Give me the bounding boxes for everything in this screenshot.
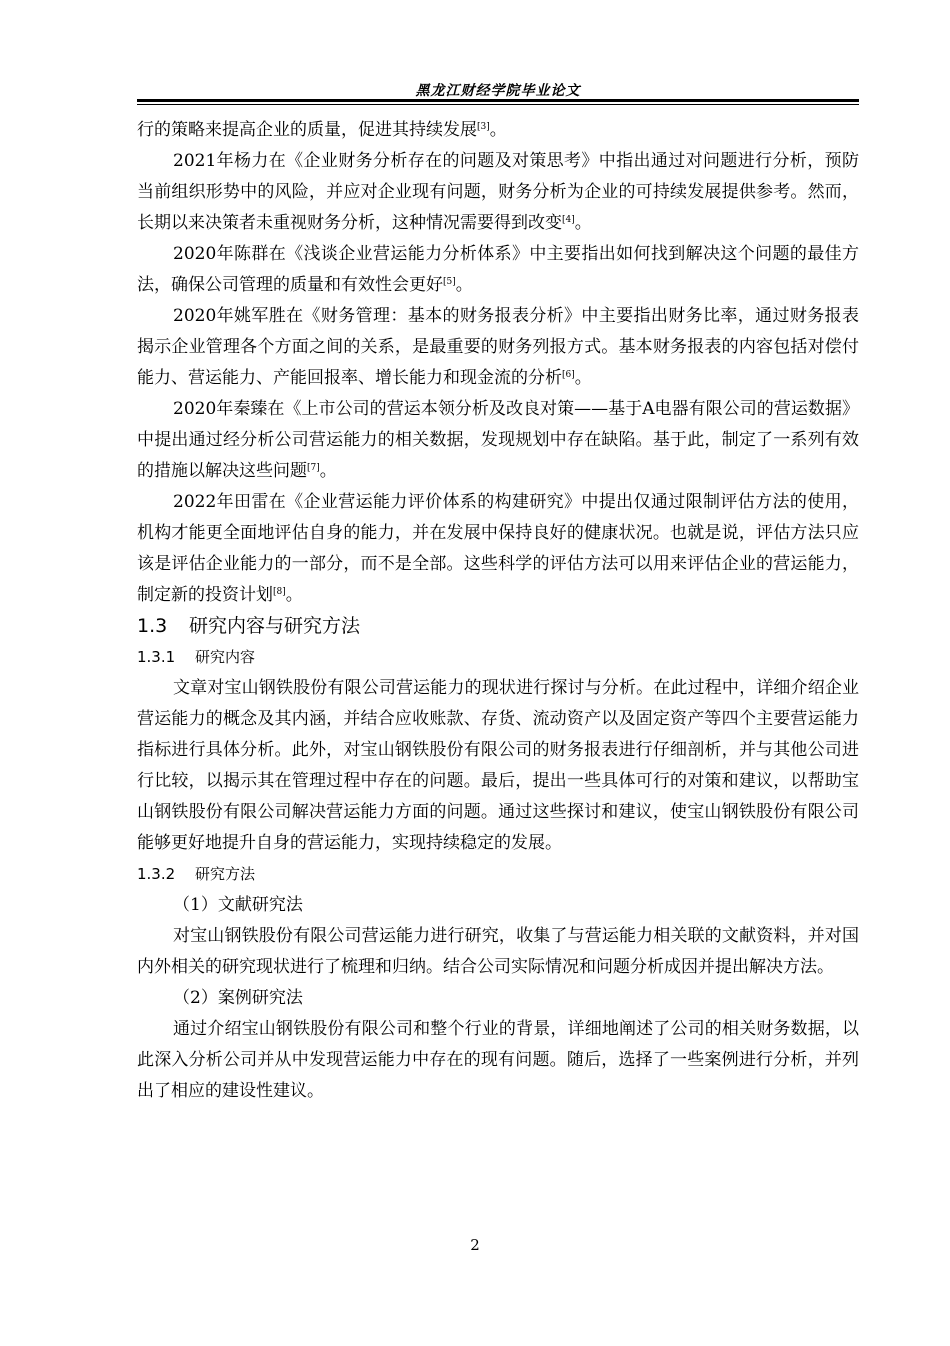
paragraph-tail: 。 (574, 368, 592, 388)
subsection-title: 研究方法 (195, 865, 256, 883)
paragraph-text: 2021年杨力在《企业财务分析存在的问题及对策思考》中指出通过对问题进行分析，预防当前组织形势中的风险，并应对企业现有问题，财务分析为企业的可持续发展提供参考。然而，长期以来决策者未重视财务分析，这种情况需要得到改变 (137, 151, 859, 233)
paragraph-text: 2020年陈群在《浅谈企业营运能力分析体系》中主要指出如何找到解决这个问题的最佳方法，确保公司管理的质量和有效性会更好 (137, 244, 859, 295)
subsection-heading (137, 859, 859, 890)
header-rule-thin (137, 104, 859, 105)
paragraph-text: 2020年秦臻在《上市公司的营运本领分析及改良对策——基于A电器有限公司的营运数据》中提出通过经分析公司营运能力的相关数据，发现规划中存在缺陷。基于此，制定了一系列有效的措施以解决这些问题 (137, 399, 859, 481)
citation-mark: [7] (307, 463, 320, 473)
paragraph-tail: 。 (489, 120, 507, 140)
citation-mark: [5] (443, 277, 456, 287)
subsection-number: 1.3.1 (137, 648, 176, 666)
section-heading (137, 611, 859, 642)
paragraph-text: 行的策略来提高企业的质量，促进其持续发展 (137, 120, 477, 140)
paragraph (137, 301, 859, 394)
subsection-number: 1.3.2 (137, 865, 176, 883)
subsection-heading (137, 642, 859, 673)
paragraph-text: 2020年姚军胜在《财务管理：基本的财务报表分析》中主要指出财务比率，通过财务报表揭示企业管理各个方面之间的关系，是最重要的财务列报方式。基本财务报表的内容包括对偿付能力、营运能力、产能回报率、增长能力和现金流的分析 (137, 306, 859, 388)
section-number: 1.3 (137, 615, 168, 637)
method-label: （1）文献研究法 (173, 895, 303, 915)
citation-mark: [6] (562, 370, 575, 380)
paragraph: 通过介绍宝山钢铁股份有限公司和整个行业的背景，详细地阐述了公司的相关财务数据，以此深入分析公司并从中发现营运能力中存在的现有问题。随后，选择了一些案例进行分析，并列出了相应的建设性建议。 (137, 1019, 859, 1101)
paragraph: 对宝山钢铁股份有限公司营运能力进行研究，收集了与营运能力相关联的文献资料，并对国内外相关的研究现状进行了梳理和归纳。结合公司实际情况和问题分析成因并提出解决方法。 (137, 926, 859, 977)
page-number: 2 (470, 1236, 480, 1254)
paragraph: 文章对宝山钢铁股份有限公司营运能力的现状进行探讨与分析。在此过程中，详细介绍企业营运能力的概念及其内涵，并结合应收账款、存货、流动资产以及固定资产等四个主要营运能力指标进行具体分析。此外，对宝山钢铁股份有限公司的财务报表进行仔细剖析，并与其他公司进行比较，以揭示其在管理过程中存在的问题。最后，提出一些具体可行的对策和建议，以帮助宝山钢铁股份有限公司解决营运能力方面的问题。通过这些探讨和建议，使宝山钢铁股份有限公司能够更好地提升自身的营运能力，实现持续稳定的发展。 (137, 678, 859, 853)
section-title: 研究内容与研究方法 (189, 615, 361, 637)
paragraph (137, 239, 859, 301)
body-text (137, 115, 859, 1107)
method-label: （2）案例研究法 (173, 988, 303, 1008)
header-rule-thick (137, 99, 859, 102)
paragraph (137, 115, 859, 146)
paragraph-tail: 。 (574, 213, 592, 233)
citation-mark: [4] (562, 215, 575, 225)
paragraph (137, 394, 859, 487)
paragraph-tail: 。 (319, 461, 337, 481)
citation-mark: [8] (273, 587, 286, 597)
citation-mark: [3] (477, 122, 490, 132)
paragraph (137, 146, 859, 239)
subsection-title: 研究内容 (195, 648, 256, 666)
paragraph-text: 2022年田雷在《企业营运能力评价体系的构建研究》中提出仅通过限制评估方法的使用，机构才能更全面地评估自身的能力，并在发展中保持良好的健康状况。也就是说，评估方法只应该是评估企业能力的一部分，而不是全部。这些科学的评估方法可以用来评估企业的营运能力，制定新的投资计划 (137, 492, 859, 605)
paragraph-tail: 。 (455, 275, 473, 295)
paragraph-tail: 。 (285, 585, 303, 605)
paragraph (137, 487, 859, 611)
running-header: 黑龙江财经学院毕业论文 (415, 83, 581, 99)
